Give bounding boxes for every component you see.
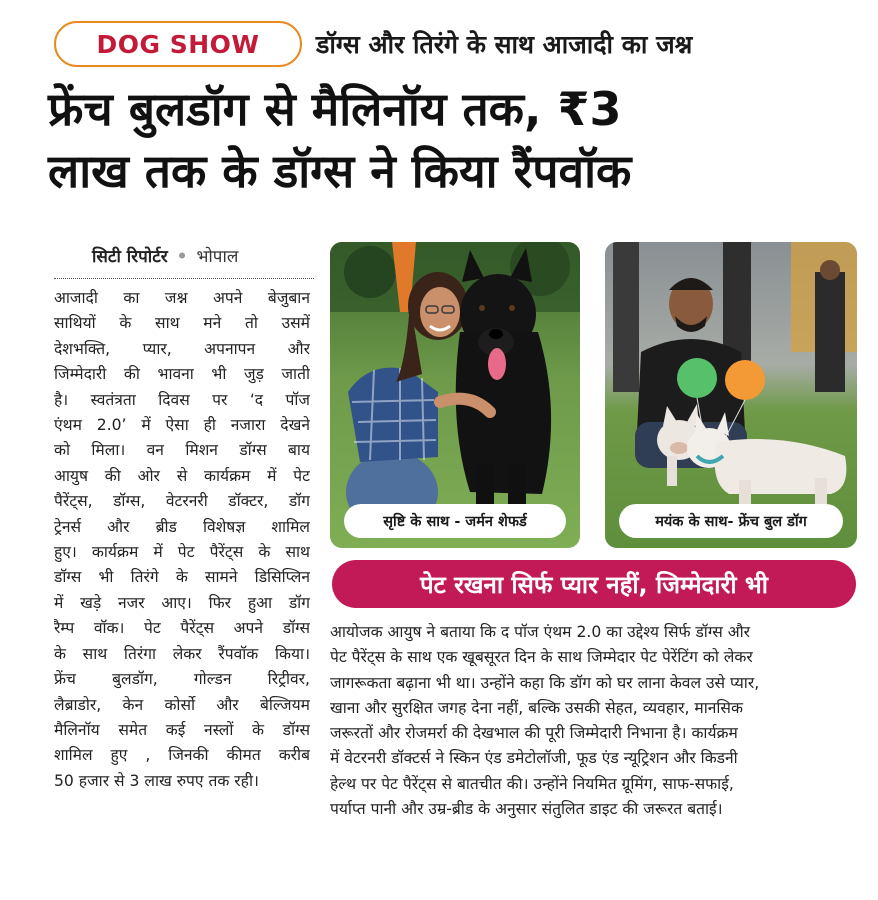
- photo-french-bulldog: [605, 242, 857, 548]
- text-line: पर्याप्त पानी और उम्र-ब्रीड के अनुसार संतुलित डाइट की जरूरत बताई।: [330, 800, 723, 819]
- text-line: खाना और सुरक्षित जगह देना नहीं, बल्कि उसकी सेहत, व्यवहार, मानसिक: [330, 698, 743, 717]
- text-line: जागरूकता बढ़ाना भी था। उन्होंने कहा कि डॉग को घर लाना केवल उसे प्यार,: [330, 673, 760, 692]
- text-line: आयोजक आयुष ने बताया कि द पॉज एंथम 2.0 का उद्देश्य सिर्फ डॉग्स और: [330, 623, 751, 641]
- text-line: जिम्मेदारी की भावना भी जुड़ जाती: [54, 365, 310, 384]
- byline-reporter: सिटी रिपोर्टर: [92, 247, 168, 267]
- photo-french-bulldog-image: [605, 242, 857, 548]
- text-line: शामिल हुए , जिनकी कीमत करीब: [54, 746, 310, 765]
- byline-city: भोपाल: [196, 247, 239, 267]
- text-line: लैब्राडोर, केन कोर्सो और बेल्जियम: [54, 695, 310, 714]
- text-line: हेल्थ पर पेट पैरेंट्स से बातचीत की। उन्होंने नियमित ग्रूमिंग, साफ-सफाई,: [330, 774, 734, 793]
- photo-german-shepherd: [330, 242, 580, 548]
- section-tag-label: DOG SHOW: [96, 29, 260, 59]
- subhead-banner: पेट रखना सिर्फ प्यार नहीं, जिम्मेदारी भी: [332, 560, 856, 608]
- text-line: रैम्प वॉक। पेट पैरेंट्स अपने डॉग्स: [54, 619, 310, 638]
- headline-line-2: लाख तक के डॉग्स ने किया रैंपवॉक: [48, 144, 632, 198]
- byline-divider: [54, 278, 314, 279]
- headline-line-1: फ्रेंच बुलडॉग से मैलिनॉय तक, ₹3: [48, 82, 622, 136]
- photo-german-shepherd-caption: सृष्टि के साथ - जर्मन शेफर्ड: [344, 504, 566, 538]
- text-line: आजादी का जश्न अपने बेजुबान: [54, 289, 310, 307]
- photo-french-bulldog-caption: मयंक के साथ- फ्रेंच बुल डॉग: [619, 504, 843, 538]
- text-line: डॉग्स भी तिरंगे के सामने डिसिप्लिन: [54, 568, 310, 587]
- byline: [92, 244, 238, 267]
- text-line: ट्रेनर्स और ब्रीड विशेषज्ञ शामिल: [54, 517, 310, 536]
- text-line: हुए। कार्यक्रम में पेट पैरेंट्स के साथ: [54, 543, 310, 562]
- photo-german-shepherd-image: [330, 242, 580, 548]
- text-line: मैलिनॉय समेत कई नस्लों के डॉग्स: [54, 720, 310, 739]
- text-line: के साथ तिरंगा लेकर रैंपवॉक किया।: [54, 644, 310, 663]
- headline: [48, 78, 868, 202]
- text-line: साथियों के साथ मने तो उसमें: [54, 314, 310, 333]
- text-line: पैरेंट्स, डॉग्स, वेटरनरी डॉक्टर, डॉग: [54, 492, 310, 511]
- text-line: में वेटरनरी डॉक्टर्स ने स्किन एंड डमेटोलॉजी, फूड एंड न्यूट्रिशन और किडनी: [330, 749, 738, 768]
- kicker-row: [54, 20, 692, 68]
- text-line: एंथम 2.0’ में ऐसा ही नजारा देखने: [54, 416, 310, 435]
- text-line: पेट पैरेंट्स के साथ एक खूबसूरत दिन के साथ जिम्मेदार पेट पेरेंटिंग को लेकर: [330, 648, 753, 667]
- byline-separator: •: [176, 247, 188, 267]
- text-line: है। स्वतंत्रता दिवस पर ‘द पॉज: [54, 390, 310, 409]
- kicker: डॉग्स और तिरंगे के साथ आजादी का जश्न: [316, 30, 693, 59]
- text-line: फ्रेंच बुलडॉग, गोल्डन रिट्रीवर,: [54, 670, 310, 689]
- text-line: जरूरतों और रोजमर्रा की देखभाल की पूरी जिम्मेदारी निभाना है। कार्यक्रम: [330, 724, 738, 743]
- section-tag: [54, 21, 302, 67]
- text-line: में खड़े नजर आए। फिर हुआ डॉग: [54, 593, 310, 612]
- article-column-left: [54, 286, 310, 794]
- text-line: 50 हजार से 3 लाख रुपए तक रही।: [54, 771, 259, 790]
- text-line: आयुष की ओर से कार्यक्रम में पेट: [54, 466, 310, 485]
- text-line: देशभक्ति, प्यार, अपनापन और: [54, 339, 310, 358]
- article-column-right: [330, 620, 860, 822]
- text-line: को मिला। वन मिशन डॉग्स बाय: [54, 441, 310, 460]
